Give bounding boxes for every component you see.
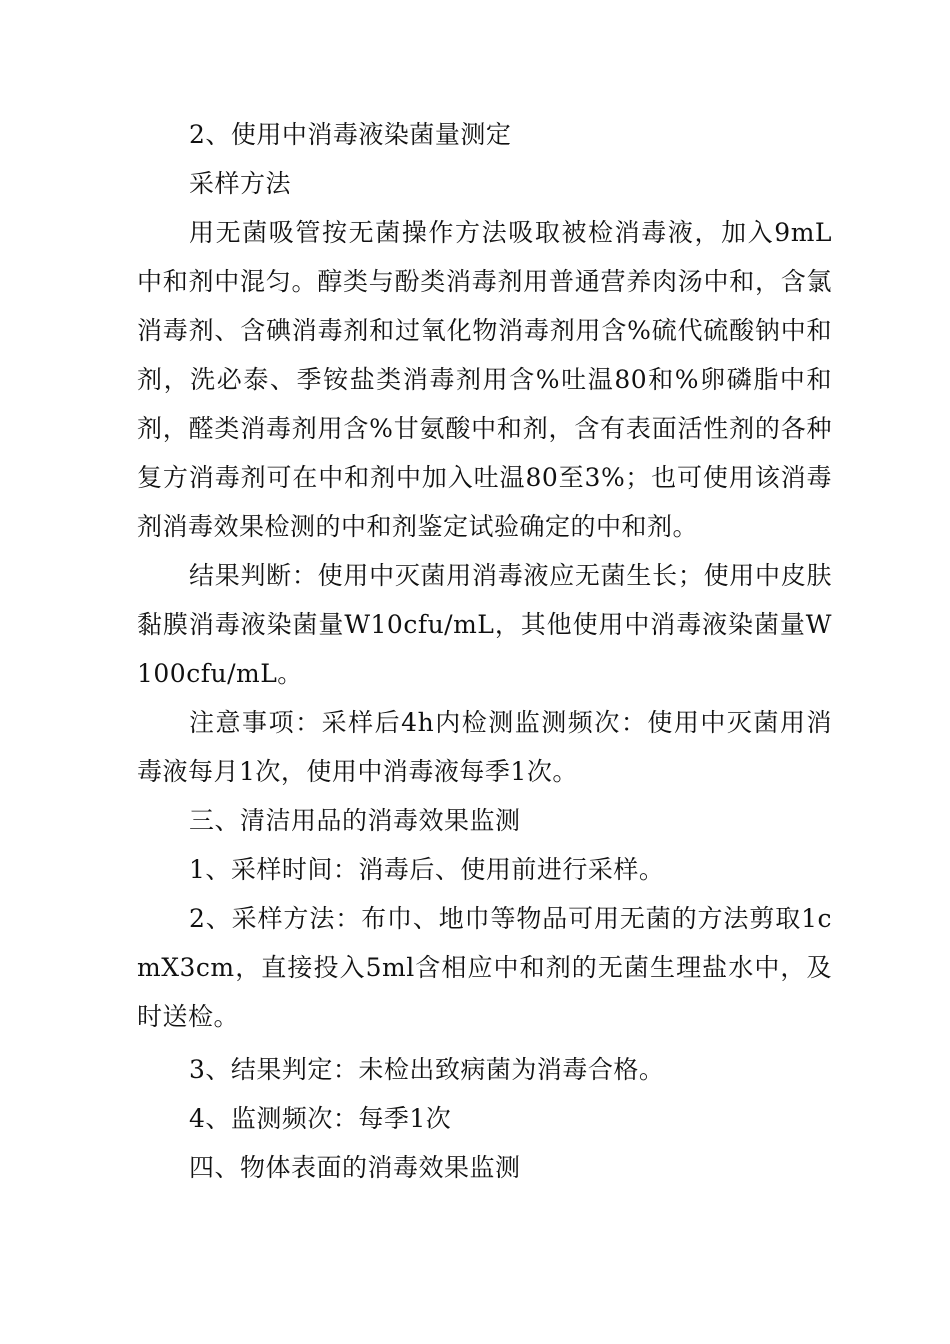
subheading-sampling-method: 采样方法 [189, 169, 292, 198]
section-heading-cleaning-supplies: 三、清洁用品的消毒效果监测 [189, 806, 521, 835]
paragraph-sampling-method-cloth: 2、采样方法：布巾、地巾等物品可用无菌的方法剪取1cmX3cm，直接投入5ml含相应中和剂的无菌生理盐水中，及时送检。 [137, 904, 832, 1031]
paragraph-notes: 注意事项：采样后4h内检测监测频次：使用中灭菌用消毒液每月1次，使用中消毒液每季1次。 [137, 708, 832, 786]
paragraph-sampling-time: 1、采样时间：消毒后、使用前进行采样。 [189, 855, 665, 884]
document-body [137, 110, 832, 1192]
section-heading-disinfectant-test: 2、使用中消毒液染菌量测定 [189, 120, 512, 149]
paragraph-result-judgement: 结果判断：使用中灭菌用消毒液应无菌生长；使用中皮肤黏膜消毒液染菌量W10cfu/mL，其他使用中消毒液染菌量W100cfu/mL。 [137, 561, 832, 688]
paragraph-result-criteria: 3、结果判定：未检出致病菌为消毒合格。 [189, 1055, 665, 1084]
section-heading-surface-monitoring: 四、物体表面的消毒效果监测 [189, 1153, 521, 1182]
paragraph-monitoring-frequency: 4、监测频次：每季1次 [189, 1104, 452, 1133]
paragraph-sampling-procedure: 用无菌吸管按无菌操作方法吸取被检消毒液，加入9mL中和剂中混匀。醇类与酚类消毒剂用普通营养肉汤中和，含氯消毒剂、含碘消毒剂和过氧化物消毒剂用含%硫代硫酸钠中和剂，洗必泰、季铵盐类消毒剂用含%吐温80和%卵磷脂中和剂，醛类消毒剂用含%甘氨酸中和剂，含有表面活性剂的各种复方消毒剂可在中和剂中加入吐温80至3%；也可使用该消毒剂消毒效果检测的中和剂鉴定试验确定的中和剂。 [137, 218, 832, 541]
